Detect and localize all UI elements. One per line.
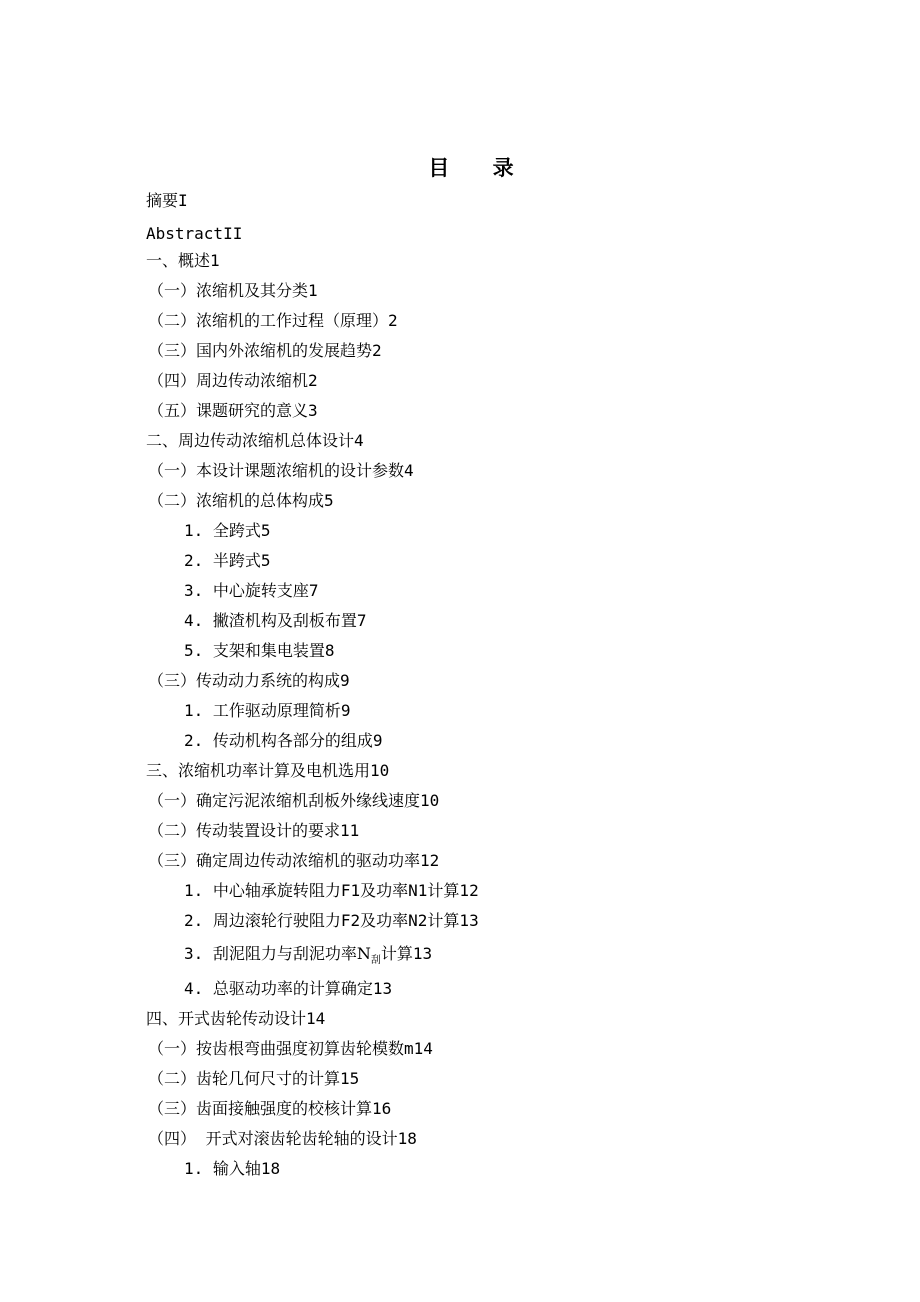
toc-entry-3-3-1[interactable]: 1. 中心轴承旋转阻力F1及功率N1计算12 <box>184 881 479 900</box>
toc-entry-1-1[interactable]: （一）浓缩机及其分类1 <box>148 281 318 300</box>
power-symbol-subscript: 刮 <box>370 955 381 966</box>
toc-entry-4-3[interactable]: （三）齿面接触强度的校核计算16 <box>148 1099 392 1118</box>
toc-entry-2-1[interactable]: （一）本设计课题浓缩机的设计参数4 <box>148 461 414 480</box>
toc-entry-1-2[interactable]: （二）浓缩机的工作过程（原理）2 <box>148 311 398 330</box>
toc-entry-3-3-4[interactable]: 4. 总驱动功率的计算确定13 <box>184 979 393 998</box>
toc-entry-2-3-2[interactable]: 2. 传动机构各部分的组成9 <box>184 731 383 750</box>
toc-entry-1-4[interactable]: （四）周边传动浓缩机2 <box>148 371 318 390</box>
toc-entry-3-3-2[interactable]: 2. 周边滚轮行驶阻力F2及功率N2计算13 <box>184 911 479 930</box>
toc-entry-3-2[interactable]: （二）传动装置设计的要求11 <box>148 821 360 840</box>
toc-entry-3-3[interactable]: （三）确定周边传动浓缩机的驱动功率12 <box>148 851 440 870</box>
toc-entry-3-3-3-text: 3. 刮泥阻力与刮泥功率 <box>184 944 357 963</box>
toc-entry-2-3-1[interactable]: 1. 工作驱动原理简析9 <box>184 701 351 720</box>
toc-title: 目 录 <box>428 156 532 180</box>
toc-entry-ch3[interactable]: 三、浓缩机功率计算及电机选用10 <box>146 761 390 780</box>
toc-entry-3-3-3[interactable] <box>184 943 432 972</box>
toc-entry-2-2-5[interactable]: 5. 支架和集电装置8 <box>184 641 335 660</box>
toc-entry-2-3[interactable]: （三）传动动力系统的构成9 <box>148 671 350 690</box>
power-symbol <box>356 944 381 966</box>
toc-entry-2-2-2[interactable]: 2. 半跨式5 <box>184 551 271 570</box>
toc-entry-3-1[interactable]: （一）确定污泥浓缩机刮板外缘线速度10 <box>148 791 440 810</box>
toc-entry-2-2-3[interactable]: 3. 中心旋转支座7 <box>184 581 319 600</box>
power-symbol-letter: N <box>356 944 371 963</box>
toc-entry-3-3-3-tail: 计算13 <box>380 944 433 963</box>
toc-entry-ch1[interactable]: 一、概述1 <box>146 251 220 270</box>
toc-entry-2-2-4[interactable]: 4. 撇渣机构及刮板布置7 <box>184 611 367 630</box>
toc-entry-4-2[interactable]: （二）齿轮几何尺寸的计算15 <box>148 1069 360 1088</box>
toc-entry-4-4[interactable]: （四） 开式对滚齿轮齿轮轴的设计18 <box>148 1129 417 1148</box>
toc-entry-abstract-cn[interactable]: 摘要I <box>146 191 188 210</box>
toc-entry-ch2[interactable]: 二、周边传动浓缩机总体设计4 <box>146 431 364 450</box>
toc-entry-ch4[interactable]: 四、开式齿轮传动设计14 <box>146 1009 326 1028</box>
toc-entry-4-4-1[interactable]: 1. 输入轴18 <box>184 1159 281 1178</box>
toc-entry-1-5[interactable]: （五）课题研究的意义3 <box>148 401 318 420</box>
toc-entry-4-1[interactable]: （一）按齿根弯曲强度初算齿轮模数m14 <box>148 1039 433 1058</box>
toc-entry-2-2-1[interactable]: 1. 全跨式5 <box>184 521 271 540</box>
toc-entry-1-3[interactable]: （三）国内外浓缩机的发展趋势2 <box>148 341 382 360</box>
toc-entry-2-2[interactable]: （二）浓缩机的总体构成5 <box>148 491 334 510</box>
toc-entry-abstract-en[interactable]: AbstractII <box>146 224 243 243</box>
